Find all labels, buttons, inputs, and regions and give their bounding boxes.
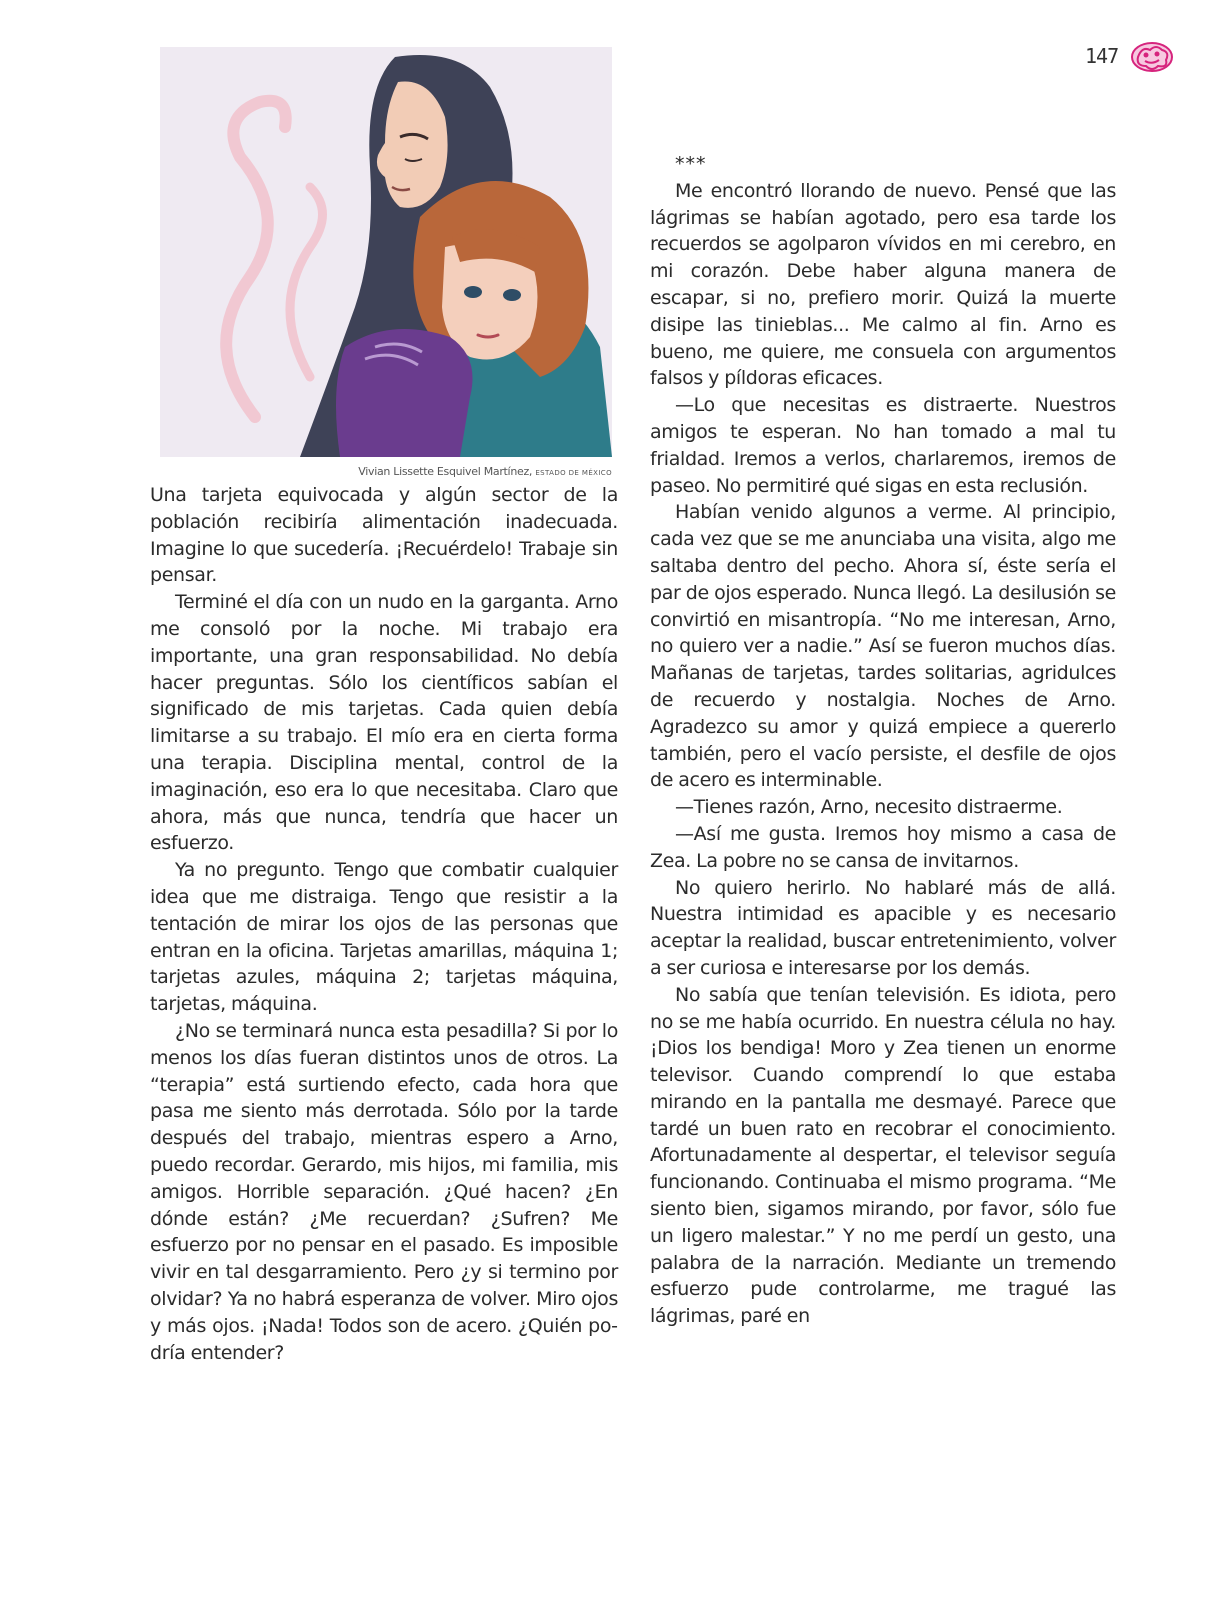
left-paragraph-4: ¿No se terminará nunca esta pesadilla? Si por lo menos los días fueran distintos unos de otros. La “terapia” está surtiendo efecto, cada hora que pasa me siento más derrotada. Sólo por la tarde después del trabajo, mientras espero a Arno, puedo recordar. Gerardo, mis hijos, mi familia, mis amigos. Horrible separación. ¿Qué hacen? ¿En dónde están? ¿Me recuerdan? ¿Sufren? Me esfuerzo por no pensar en el pasado. Es imposible vivir en tal desgarramiento. Pero ¿y si termino por olvidar? Ya no habrá esperanza de volver. Miro ojos y más ojos. ¡Nada! Todos son de acero. ¿Quién podría entender? [150, 1019, 618, 1364]
right-paragraph-4: —Tienes razón, Arno, necesito distraerme. [675, 796, 1063, 819]
left-paragraph-3: Ya no pregunto. Tengo que combatir cualquier idea que me distraiga. Tengo que resistir a la tentación de mirar los ojos de las personas que entran en la oficina. Tarjetas amarillas, máquina 1; tarjetas azules, máquina 2; tarjetas máquina, tarjetas, máquina. [150, 859, 618, 1016]
left-paragraph-1: Una tarjeta equivocada y algún sector de la población recibiría alimentación inadecuada. Imagine lo que sucedería. ¡Recuérdelo! Trabaje sin pensar. [150, 484, 618, 587]
right-paragraph-3: Habían venido algunos a verme. Al principio, cada vez que se me anunciaba una visita, algo me saltaba dentro del pecho. Ahora sí, éste sería el par de ojos esperado. Nunca llegó. La desilusión se convirtió en misantropía. “No me interesan, Arno, no quiero ver a nadie.” Así se fueron muchos días. Mañanas de tarjetas, tardes solitarias, agridulces de recuerdo y nostalgia. Noches de Arno. Agradezco su amor y quizá empiece a quererlo también, pero el vacío persiste, el desfile de ojos de acero es interminable. [650, 501, 1116, 792]
left-paragraph-2: Terminé el día con un nudo en la garganta. Arno me consoló por la noche. Mi trabajo era importante, una gran responsabilidad. No debía hacer preguntas. Sólo los científicos sabían el significado de mis tarjetas. Cada quien debía limitarse a su trabajo. El mío era en cierta forma una terapia. Disciplina mental, control de la imaginación, eso era lo que necesitaba. Claro que ahora, más que nunca, tendría que hacer un esfuerzo. [150, 591, 618, 855]
right-column [650, 151, 1116, 1330]
right-paragraph-2: —Lo que necesitas es distraerte. Nuestros amigos te esperan. No han tomado a mal tu frialdad. Iremos a verlos, charlaremos, iremos de paseo. No permitiré qué sigas en esta reclusión. [650, 394, 1116, 497]
right-paragraph-5: —Así me gusta. Iremos hoy mismo a casa de Zea. La pobre no se cansa de invitarnos. [650, 822, 1116, 872]
right-paragraph-1: Me encontró llorando de nuevo. Pensé que las lágrimas se habían agotado, pero esa tarde los recuerdos se agolparon vívidos en mi cerebro, en mi corazón. Debe haber alguna manera de escapar, si no, prefiero morir. Quizá la muerte disipe las tinieblas... Me calmo al fin. Arno es bueno, me quiere, me consuela con argumentos falsos y píldoras eficaces. [650, 179, 1116, 390]
left-column [150, 482, 618, 1366]
pink-emblem-icon [1130, 40, 1174, 74]
credit-place: ESTADO DE MÉXICO [535, 469, 612, 477]
illustration-credit [160, 465, 612, 478]
credit-name: Vivian Lissette Esquivel Martínez, [358, 465, 533, 478]
section-separator: *** [675, 153, 707, 175]
illustration-embrace [160, 47, 612, 457]
page-number: 147 [1085, 44, 1119, 68]
right-paragraph-7: No sabía que tenían televisión. Es idiota, pero no se me había ocurrido. En nuestra célula no hay. ¡Dios los bendiga! Moro y Zea tienen un enorme televisor. Cuando comprendí lo que estaba mirando en la pantalla me desmayé. Parece que tardé un buen rato en recobrar el conocimiento. Afortunadamente al despertar, el televisor seguía funcionando. Continuaba el mismo programa. “Me siento bien, sigamos mirando, por favor, sólo fue un ligero malestar.” Y no me perdí un gesto, una palabra de la narración. Mediante un tremendo esfuerzo pude controlarme, me tragué las lágrimas, paré en [650, 983, 1116, 1328]
right-paragraph-6: No quiero herirlo. No hablaré más de allá. Nuestra intimidad es apacible y es necesario aceptar la realidad, buscar entretenimiento, volver a ser curiosa e interesarse por los demás. [650, 876, 1116, 979]
